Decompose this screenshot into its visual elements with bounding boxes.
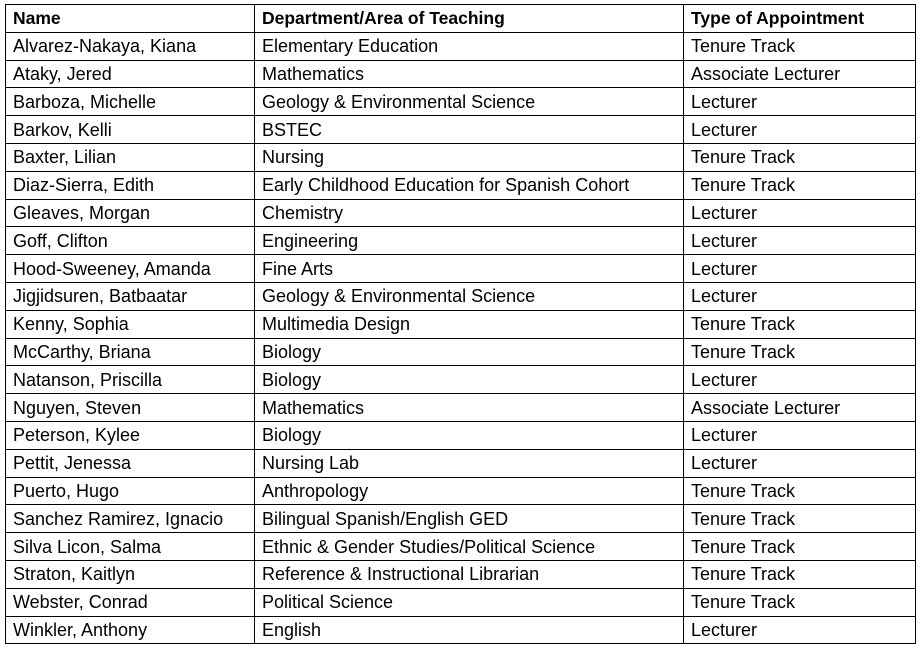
- cell-appointment-type: Tenure Track: [684, 560, 916, 588]
- cell-appointment-type: Lecturer: [684, 366, 916, 394]
- cell-appointment-type: Lecturer: [684, 421, 916, 449]
- cell-name: Silva Licon, Salma: [6, 533, 255, 561]
- table-row: [6, 394, 916, 422]
- cell-department: Fine Arts: [255, 255, 684, 283]
- cell-appointment-type: Tenure Track: [684, 588, 916, 616]
- table-row: [6, 88, 916, 116]
- cell-name: Goff, Clifton: [6, 227, 255, 255]
- cell-department: Geology & Environmental Science: [255, 88, 684, 116]
- cell-department: Nursing: [255, 143, 684, 171]
- table-row: [6, 171, 916, 199]
- cell-appointment-type: Tenure Track: [684, 32, 916, 60]
- table-row: [6, 60, 916, 88]
- cell-name: McCarthy, Briana: [6, 338, 255, 366]
- appointments-table: [5, 4, 916, 644]
- cell-department: Geology & Environmental Science: [255, 282, 684, 310]
- cell-department: Mathematics: [255, 394, 684, 422]
- cell-appointment-type: Tenure Track: [684, 310, 916, 338]
- table-row: [6, 616, 916, 644]
- table-row: [6, 338, 916, 366]
- table-row: [6, 255, 916, 283]
- header-appointment-type: Type of Appointment: [684, 5, 916, 33]
- cell-appointment-type: Associate Lecturer: [684, 394, 916, 422]
- cell-name: Pettit, Jenessa: [6, 449, 255, 477]
- cell-department: Political Science: [255, 588, 684, 616]
- cell-name: Kenny, Sophia: [6, 310, 255, 338]
- cell-department: Multimedia Design: [255, 310, 684, 338]
- cell-department: Biology: [255, 338, 684, 366]
- cell-department: English: [255, 616, 684, 644]
- cell-name: Jigjidsuren, Batbaatar: [6, 282, 255, 310]
- cell-appointment-type: Tenure Track: [684, 171, 916, 199]
- cell-name: Straton, Kaitlyn: [6, 560, 255, 588]
- cell-appointment-type: Tenure Track: [684, 505, 916, 533]
- cell-department: Early Childhood Education for Spanish Cohort: [255, 171, 684, 199]
- cell-appointment-type: Tenure Track: [684, 477, 916, 505]
- cell-name: Gleaves, Morgan: [6, 199, 255, 227]
- cell-name: Ataky, Jered: [6, 60, 255, 88]
- table-row: [6, 310, 916, 338]
- table-row: [6, 560, 916, 588]
- table-row: [6, 421, 916, 449]
- cell-appointment-type: Lecturer: [684, 227, 916, 255]
- table-row: [6, 477, 916, 505]
- cell-department: Mathematics: [255, 60, 684, 88]
- cell-department: Bilingual Spanish/English GED: [255, 505, 684, 533]
- cell-department: Biology: [255, 421, 684, 449]
- cell-appointment-type: Lecturer: [684, 449, 916, 477]
- cell-department: Biology: [255, 366, 684, 394]
- cell-department: Elementary Education: [255, 32, 684, 60]
- header-department: Department/Area of Teaching: [255, 5, 684, 33]
- table-row: [6, 449, 916, 477]
- cell-name: Baxter, Lilian: [6, 143, 255, 171]
- cell-name: Barkov, Kelli: [6, 116, 255, 144]
- cell-appointment-type: Tenure Track: [684, 143, 916, 171]
- table-row: [6, 533, 916, 561]
- cell-name: Alvarez-Nakaya, Kiana: [6, 32, 255, 60]
- cell-name: Natanson, Priscilla: [6, 366, 255, 394]
- table-row: [6, 366, 916, 394]
- cell-name: Barboza, Michelle: [6, 88, 255, 116]
- cell-appointment-type: Lecturer: [684, 255, 916, 283]
- table-row: [6, 143, 916, 171]
- cell-department: Nursing Lab: [255, 449, 684, 477]
- cell-department: BSTEC: [255, 116, 684, 144]
- table-row: [6, 32, 916, 60]
- table-header-row: [6, 5, 916, 33]
- table-row: [6, 227, 916, 255]
- table-row: [6, 505, 916, 533]
- cell-appointment-type: Lecturer: [684, 116, 916, 144]
- cell-appointment-type: Lecturer: [684, 282, 916, 310]
- cell-department: Anthropology: [255, 477, 684, 505]
- table-row: [6, 588, 916, 616]
- cell-name: Webster, Conrad: [6, 588, 255, 616]
- cell-appointment-type: Lecturer: [684, 616, 916, 644]
- appointments-table-container: [5, 4, 916, 644]
- table-row: [6, 116, 916, 144]
- cell-appointment-type: Tenure Track: [684, 533, 916, 561]
- cell-name: Nguyen, Steven: [6, 394, 255, 422]
- cell-name: Diaz-Sierra, Edith: [6, 171, 255, 199]
- cell-department: Ethnic & Gender Studies/Political Science: [255, 533, 684, 561]
- table-row: [6, 199, 916, 227]
- cell-appointment-type: Tenure Track: [684, 338, 916, 366]
- cell-department: Chemistry: [255, 199, 684, 227]
- cell-name: Peterson, Kylee: [6, 421, 255, 449]
- table-row: [6, 282, 916, 310]
- cell-department: Reference & Instructional Librarian: [255, 560, 684, 588]
- cell-appointment-type: Lecturer: [684, 88, 916, 116]
- cell-name: Sanchez Ramirez, Ignacio: [6, 505, 255, 533]
- cell-name: Puerto, Hugo: [6, 477, 255, 505]
- cell-appointment-type: Associate Lecturer: [684, 60, 916, 88]
- cell-department: Engineering: [255, 227, 684, 255]
- header-name: Name: [6, 5, 255, 33]
- cell-appointment-type: Lecturer: [684, 199, 916, 227]
- cell-name: Hood-Sweeney, Amanda: [6, 255, 255, 283]
- cell-name: Winkler, Anthony: [6, 616, 255, 644]
